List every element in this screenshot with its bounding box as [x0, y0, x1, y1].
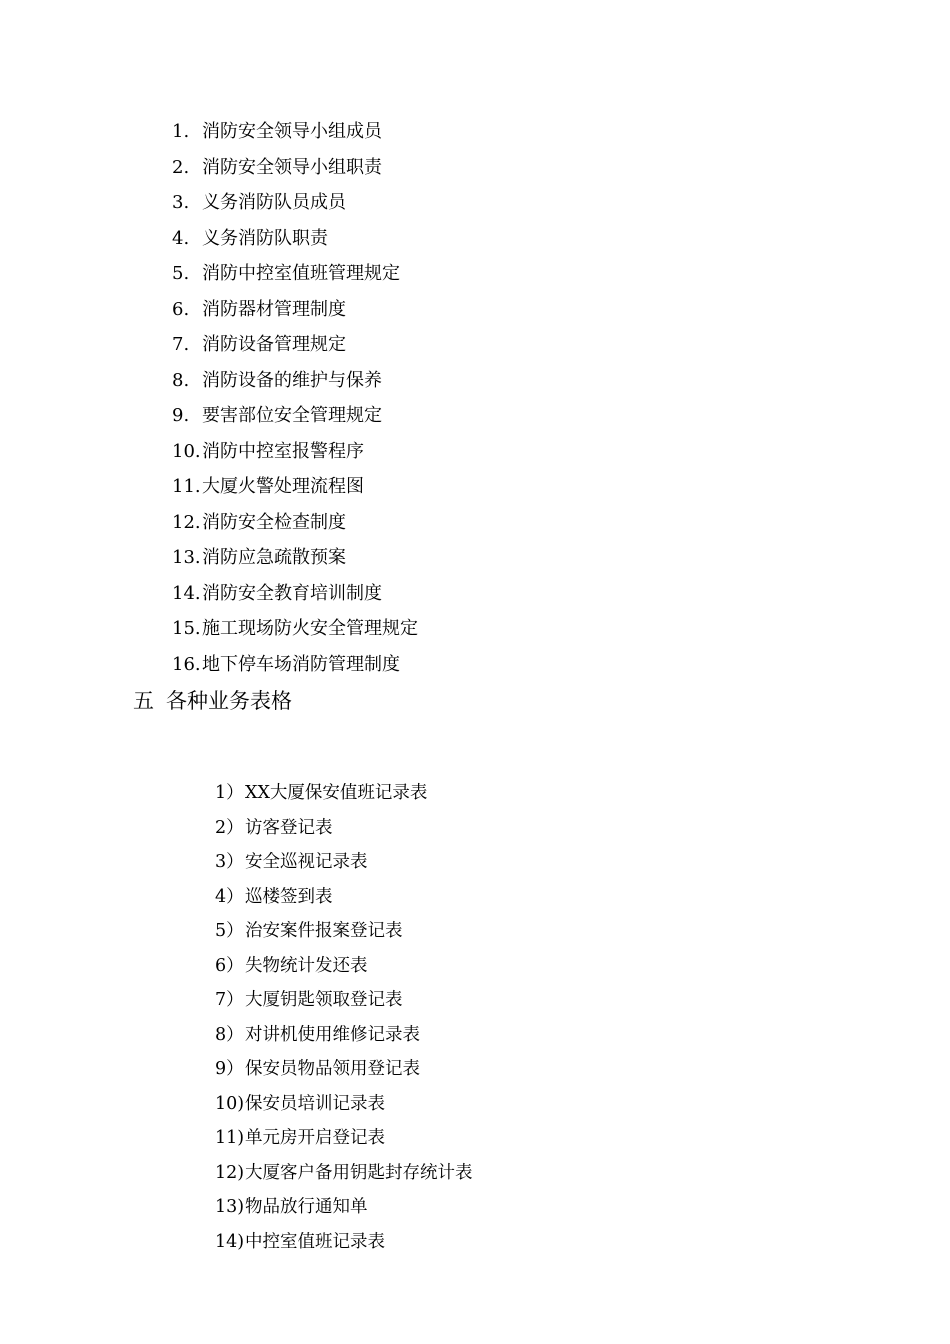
item-number: 6.: [172, 298, 190, 320]
item-number: 1）: [215, 783, 244, 803]
item-number: 14): [215, 1231, 245, 1252]
item-text: 要害部位安全管理规定: [202, 405, 382, 426]
item-text: 访客登记表: [245, 817, 333, 838]
list-item: [215, 811, 473, 846]
list-item: [172, 434, 418, 470]
item-number: 8.: [172, 369, 190, 391]
item-number: 11.: [172, 476, 201, 497]
item-text: 保安员物品领用登记表: [245, 1059, 420, 1079]
item-number: 11): [215, 1128, 245, 1148]
item-text: 消防中控室值班管理规定: [202, 263, 400, 284]
list-item: [215, 983, 473, 1018]
section-number: 五: [133, 689, 154, 713]
list-item: [215, 949, 473, 984]
item-number: 4）: [215, 886, 244, 907]
list-item: [172, 185, 418, 221]
item-number: 5.: [172, 263, 190, 284]
list-item: [172, 256, 418, 292]
item-number: 13): [215, 1197, 245, 1217]
list-item: [172, 363, 418, 399]
item-text: 失物统计发还表: [245, 955, 368, 976]
item-number: 5）: [215, 921, 244, 941]
item-number: 3）: [215, 852, 244, 872]
item-text: 消防应急疏散预案: [202, 547, 346, 568]
list-item: [172, 576, 418, 612]
list-item: [215, 1225, 473, 1260]
item-text: 单元房开启登记表: [245, 1128, 385, 1148]
item-number: 7）: [215, 990, 244, 1010]
list-item: [172, 540, 418, 576]
item-number: 10): [215, 1093, 245, 1114]
item-text: 安全巡视记录表: [245, 852, 368, 872]
item-number: 12): [215, 1162, 245, 1183]
item-text: 对讲机使用维修记录表: [245, 1024, 420, 1045]
item-number: 7.: [172, 334, 190, 355]
item-text: 大厦客户备用钥匙封存统计表: [245, 1162, 473, 1183]
list-item: [215, 1052, 473, 1087]
item-text: 义务消防队员成员: [202, 192, 346, 213]
business-forms-list: [215, 776, 473, 1259]
item-number: 16.: [172, 653, 201, 675]
list-item: [172, 647, 418, 683]
list-item: [172, 292, 418, 328]
list-item: [215, 1121, 473, 1156]
item-text: 中控室值班记录表: [245, 1231, 385, 1252]
list-item: [172, 469, 418, 505]
item-text: 消防设备管理规定: [202, 334, 346, 355]
list-item: [215, 1018, 473, 1053]
section-title: 各种业务表格: [166, 689, 292, 713]
item-text: 大厦钥匙领取登记表: [245, 990, 403, 1010]
item-text: 保安员培训记录表: [245, 1093, 385, 1114]
item-text: 治安案件报案登记表: [245, 921, 403, 941]
list-item: [172, 398, 418, 434]
list-item: [172, 611, 418, 647]
list-item: [172, 327, 418, 363]
item-text: 巡楼签到表: [245, 886, 333, 907]
item-text: 消防安全领导小组职责: [202, 156, 382, 178]
list-item: [215, 845, 473, 880]
item-text: XX大厦保安值班记录表: [245, 783, 428, 803]
item-number: 10.: [172, 440, 201, 462]
item-text: 大厦火警处理流程图: [202, 476, 364, 497]
item-number: 12.: [172, 511, 201, 533]
list-item: [172, 221, 418, 257]
item-text: 消防中控室报警程序: [202, 440, 364, 462]
list-item: [215, 1190, 473, 1225]
item-text: 消防安全检查制度: [202, 511, 346, 533]
section-heading: [133, 681, 292, 721]
item-number: 14.: [172, 582, 201, 604]
item-number: 1.: [172, 121, 190, 142]
item-number: 8）: [215, 1024, 244, 1045]
item-number: 2）: [215, 817, 244, 838]
item-text: 物品放行通知单: [245, 1197, 368, 1217]
list-item: [215, 880, 473, 915]
list-item: [215, 1156, 473, 1191]
list-item: [172, 114, 418, 150]
item-number: 6）: [215, 955, 244, 976]
item-text: 消防器材管理制度: [202, 298, 346, 320]
list-item: [172, 150, 418, 186]
item-text: 消防安全领导小组成员: [202, 121, 382, 142]
item-number: 13.: [172, 547, 201, 568]
item-number: 3.: [172, 192, 190, 213]
item-number: 15.: [172, 618, 201, 639]
item-number: 2.: [172, 156, 190, 178]
item-text: 地下停车场消防管理制度: [202, 653, 400, 675]
list-item: [215, 776, 473, 811]
item-text: 消防设备的维护与保养: [202, 369, 382, 391]
fire-safety-list: [172, 114, 418, 682]
item-number: 9）: [215, 1059, 244, 1079]
item-text: 义务消防队职责: [202, 227, 328, 249]
list-item: [172, 505, 418, 541]
list-item: [215, 914, 473, 949]
list-item: [215, 1087, 473, 1122]
item-text: 消防安全教育培训制度: [202, 582, 382, 604]
item-number: 9.: [172, 405, 190, 426]
item-text: 施工现场防火安全管理规定: [202, 618, 418, 639]
item-number: 4.: [172, 227, 190, 249]
